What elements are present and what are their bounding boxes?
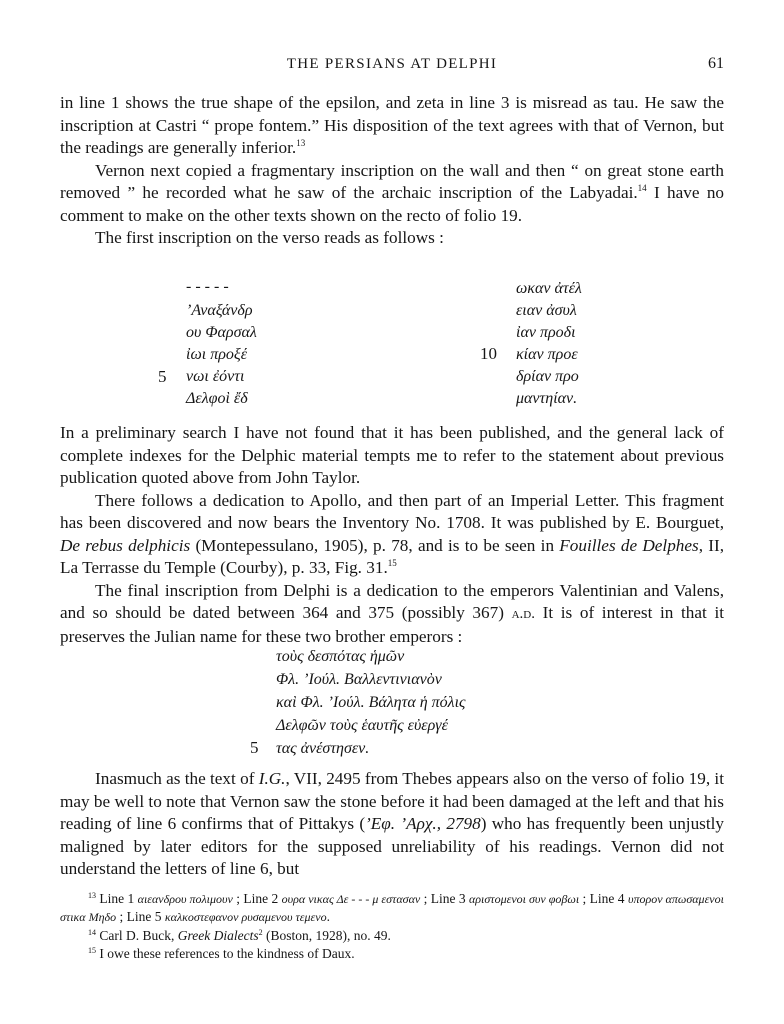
inscription-1-line: Δελφοὶ ἔδ: [186, 390, 248, 407]
paragraph-5-text: There follows a dedication to Apollo, and then part of an Imperial Letter. This fragment has been discovered and now bears the Inventory No. 1708. It was published by E. Bourguet,: [60, 490, 724, 532]
footnote-text: ; Line 2: [232, 891, 282, 906]
inscription-1-line: κίαν προε: [516, 346, 578, 363]
inscription-1-line: μαντηίαν.: [516, 390, 578, 407]
inscription-2-line: Δελφῶν τοὺς ἑαυτῆς εὐεργέ: [276, 717, 448, 734]
inscription-1-line: ἰαν προδι: [516, 324, 576, 341]
body-text-bottom: [60, 768, 724, 881]
title-greek-dialects: Greek Dialects: [177, 927, 259, 943]
footnote-greek: καλκοστεφανον ρυσαμενου τεμενο: [164, 910, 327, 925]
footnote-greek: αιεανδρου πολιμουν: [137, 892, 233, 906]
inscription-2-line: τας ἀνέστησεν.: [276, 740, 370, 757]
footnote-ref-15: 15: [387, 558, 397, 568]
paragraph-1: [60, 92, 724, 160]
paragraph-4: In a preliminary search I have not found that it has been published, and the general lack of complete indexes for the Delphic material tempts me to refer to the statement about previous publication quoted above from John Taylor.: [60, 423, 724, 487]
inscription-1-line: ου Φαρσαλ: [186, 324, 257, 341]
title-fouilles-de-delphes: Fouilles de Delphes: [559, 535, 699, 555]
paragraph-2-text: Vernon next copied a fragmentary inscription on the wall and then “ on great stone earth removed ” he recorded what he saw of the archaic inscription of the Labyadai.: [60, 160, 724, 202]
footnote-text: ; Line 3: [420, 891, 469, 906]
footnote-14: [60, 927, 724, 945]
paragraph-5-text-cont: (Montepessulano, 1905), p. 78, and is to be seen in: [190, 535, 560, 555]
inscription-1-line: νωι ἐόντι: [186, 368, 245, 385]
edition-superscript: 2: [258, 927, 263, 937]
paragraph-7-text-end: ) who has frequently been unjustly maligned by later editors for the supposed unreliability of his readings. Vernon did not understand the letters of line 6, but: [60, 814, 724, 878]
paragraph-6-text: The final inscription from Delphi is a dedication to the emperors Valentinian and Valens, and so should be dated between 364 and 375 (possibly 367): [60, 580, 724, 622]
footnote-number: 14: [88, 927, 96, 937]
paragraph-1-text: in line 1 shows the true shape of the epsilon, and zeta in line 3 is misread as tau. He saw the inscription at Castri “ prope fontem.” His disposition of the text agrees with that of Vernon, but the readings are generally inferior.: [60, 93, 724, 157]
paragraph-2-text-cont: I have no comment to make on the other texts shown on the recto of folio 19.: [60, 183, 725, 225]
footnote-13: [60, 890, 724, 927]
inscription-1-line: δρίαν προ: [516, 368, 579, 385]
footnote-text: .: [326, 909, 330, 925]
paragraph-6: [60, 580, 724, 649]
paragraph-5-text-end: , II, La Terrasse du Temple (Courby), p. 33, Fig. 31.: [60, 535, 725, 577]
inscription-1-line: ’Αναξάνδρ: [186, 302, 253, 319]
footnote-text: Carl D. Buck,: [96, 927, 178, 943]
body-text-top: [60, 92, 724, 250]
footnote-text: ; Line 5: [116, 909, 165, 925]
line-number-5: 5: [158, 367, 167, 386]
era-abbreviation: a.d.: [511, 606, 535, 622]
page-number: 61: [708, 55, 724, 72]
footnote-greek: αριστομενοι συν φοβωι: [468, 892, 580, 906]
line-number-5: 5: [250, 738, 259, 757]
footnote-text: (Boston, 1928), no. 49.: [262, 927, 391, 943]
footnote-greek: ουρα νικας Δε - - - μ εστασαν: [281, 892, 421, 906]
footnote-text: Line 1: [96, 891, 138, 906]
footnote-number: 13: [88, 891, 96, 900]
paragraph-2: [60, 160, 724, 228]
paragraph-7: [60, 768, 724, 881]
inscription-2-line: τοὺς δεσπότας ἡμῶν: [276, 648, 405, 665]
line-number-10: 10: [480, 344, 497, 363]
running-head: [60, 52, 724, 76]
paragraph-5: [60, 490, 724, 580]
title-de-rebus-delphicis: De rebus delphicis: [60, 535, 191, 555]
inscription-1-line: ωκαν ἀτέλ: [516, 280, 582, 297]
citation-eph-arch: ’Εφ. ’Αρχ., 2798: [365, 814, 481, 833]
paragraph-7-text: Inasmuch as the text of: [95, 769, 259, 788]
paragraph-3: The first inscription on the verso reads as follows :: [95, 228, 444, 247]
footnote-text: ; Line 4: [579, 891, 628, 906]
footnote-number: 15: [88, 945, 96, 955]
inscription-1-line: - - - - -: [186, 278, 229, 295]
title-ig: I.G.: [258, 769, 286, 788]
footnote-greek: υπορον απωσαμενοι στικα Μηδο: [60, 892, 724, 925]
paragraph-7-text-cont: , VII, 2495 from Thebes appears also on the verso of folio 19, it may be well to note that Vernon saw the stone before it had been damaged at the left and that his reading of line 6 confirms that of Pittakys (: [60, 769, 724, 833]
paragraph-6-text-cont: It is of interest in that it preserves the Julian name for these two brother emperors :: [60, 603, 724, 646]
footnotes: [60, 890, 724, 963]
inscription-1-line: ἰωι προξέ: [186, 346, 248, 363]
inscription-1-line: ειαν ἀσυλ: [516, 302, 577, 319]
inscription-2-line: καὶ Φλ. ’Ιούλ. Βάλητα ἡ πόλις: [276, 694, 466, 711]
body-text-middle: [60, 422, 724, 648]
footnote-text: I owe these references to the kindness of Daux.: [96, 945, 355, 961]
running-title: THE PERSIANS AT DELPHI: [286, 56, 498, 72]
footnote-15: [60, 945, 724, 963]
inscription-2-line: Φλ. ’Ιούλ. Βαλλεντινιανὸν: [276, 671, 442, 688]
footnote-ref-13: 13: [296, 138, 306, 148]
footnote-ref-14: 14: [637, 183, 647, 193]
